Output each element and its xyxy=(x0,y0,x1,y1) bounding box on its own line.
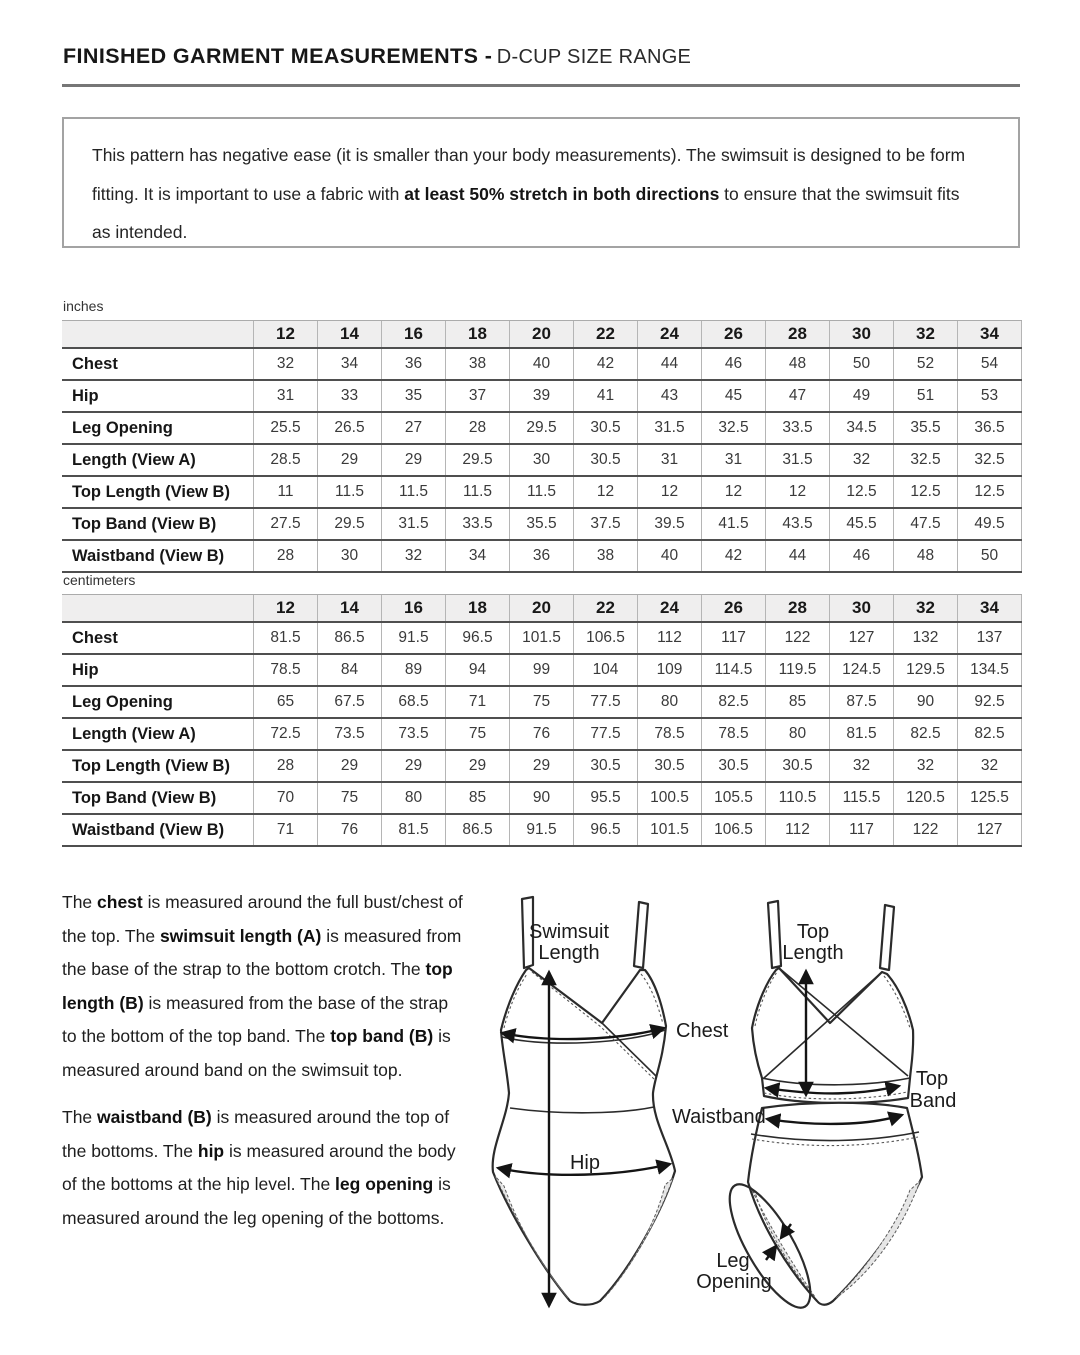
view-b-top-body xyxy=(752,968,913,1103)
page-title xyxy=(63,44,691,69)
measurement-value: 78.5 xyxy=(254,654,318,686)
measurement-value: 12 xyxy=(638,476,702,508)
measurement-value: 32 xyxy=(894,750,958,782)
measurement-value: 122 xyxy=(894,814,958,846)
measurement-value: 31 xyxy=(254,380,318,412)
measurement-value: 77.5 xyxy=(574,718,638,750)
measurement-value: 82.5 xyxy=(894,718,958,750)
measurement-value: 12 xyxy=(766,476,830,508)
measurement-value: 12.5 xyxy=(894,476,958,508)
stretch-note-box xyxy=(62,117,1020,248)
measurement-value: 49 xyxy=(830,380,894,412)
measurement-value: 42 xyxy=(702,540,766,572)
measurement-value: 35 xyxy=(382,380,446,412)
measurement-value: 124.5 xyxy=(830,654,894,686)
size-column-header: 20 xyxy=(510,321,574,349)
measurement-value: 28 xyxy=(446,412,510,444)
size-column-header: 20 xyxy=(510,595,574,623)
size-column-header: 30 xyxy=(830,595,894,623)
text-run: The xyxy=(62,892,98,912)
measurement-value: 109 xyxy=(638,654,702,686)
measurement-value: 26.5 xyxy=(318,412,382,444)
measurement-row-hip xyxy=(62,380,1022,412)
measurement-value: 48 xyxy=(766,348,830,380)
measurement-value: 106.5 xyxy=(574,622,638,654)
measurement-value: 71 xyxy=(446,686,510,718)
measurement-value: 45 xyxy=(702,380,766,412)
measurement-value: 65 xyxy=(254,686,318,718)
measurement-value: 101.5 xyxy=(510,622,574,654)
measurement-value: 100.5 xyxy=(638,782,702,814)
measurement-value: 30.5 xyxy=(574,412,638,444)
top-band-label: Top xyxy=(915,1068,949,1090)
measurement-value: 40 xyxy=(638,540,702,572)
measurement-value: 39 xyxy=(510,380,574,412)
corner-cell xyxy=(62,595,254,623)
description-paragraph-2 xyxy=(62,1101,464,1235)
measurement-value: 29 xyxy=(382,444,446,476)
size-column-header: 30 xyxy=(830,321,894,349)
view-a-right-strap xyxy=(634,902,648,968)
measurement-value: 91.5 xyxy=(382,622,446,654)
measurement-value: 115.5 xyxy=(830,782,894,814)
measurement-value: 99 xyxy=(510,654,574,686)
bold-text-run: hip xyxy=(197,1140,225,1161)
measurement-value: 104 xyxy=(574,654,638,686)
measurement-value: 32 xyxy=(830,750,894,782)
measurement-value: 32 xyxy=(830,444,894,476)
measurement-row-top-band-view-b xyxy=(62,782,1022,814)
size-column-header: 16 xyxy=(382,595,446,623)
measurement-value: 12 xyxy=(702,476,766,508)
row-label: Chest xyxy=(62,622,254,654)
measurement-value: 73.5 xyxy=(382,718,446,750)
measurement-value: 34.5 xyxy=(830,412,894,444)
bold-text-run: top length (B) xyxy=(62,959,453,1013)
measurement-value: 11.5 xyxy=(510,476,574,508)
text-run: is measured around the full bust/​chest of the top. The xyxy=(62,892,463,946)
measurement-value: 33.5 xyxy=(446,508,510,540)
measurement-value: 29 xyxy=(510,750,574,782)
measurement-value: 117 xyxy=(702,622,766,654)
measurement-value: 134.5 xyxy=(958,654,1022,686)
unit-label-inches: inches xyxy=(63,298,104,314)
row-label: Leg Opening xyxy=(62,412,254,444)
measurement-value: 27 xyxy=(382,412,446,444)
leg-opening-label: Leg xyxy=(716,1250,750,1272)
measurement-value: 31.5 xyxy=(766,444,830,476)
measurement-value: 78.5 xyxy=(638,718,702,750)
measurement-value: 68.5 xyxy=(382,686,446,718)
measurement-value: 82.5 xyxy=(702,686,766,718)
measurement-value: 35.5 xyxy=(894,412,958,444)
measurement-value: 31.5 xyxy=(382,508,446,540)
stretch-note-text xyxy=(92,145,965,242)
measurement-value: 40 xyxy=(510,348,574,380)
measurement-value: 81.5 xyxy=(830,718,894,750)
size-column-header: 22 xyxy=(574,595,638,623)
measurement-value: 33.5 xyxy=(766,412,830,444)
size-column-header: 18 xyxy=(446,595,510,623)
swimsuit-diagrams xyxy=(480,880,1080,1350)
bold-text-run: swimsuit length (A) xyxy=(159,925,322,946)
measurement-value: 96.5 xyxy=(574,814,638,846)
size-column-header: 14 xyxy=(318,321,382,349)
measurement-row-hip xyxy=(62,654,1022,686)
measurement-value: 36 xyxy=(382,348,446,380)
measurement-value: 31 xyxy=(702,444,766,476)
top-length-label: Top xyxy=(796,921,830,943)
measurement-value: 92.5 xyxy=(958,686,1022,718)
page-title-main: FINISHED GARMENT MEASUREMENTS - xyxy=(63,44,493,68)
top-band-label-line2: Band xyxy=(909,1090,957,1112)
measurement-row-chest xyxy=(62,622,1022,654)
row-label: Top Band (View B) xyxy=(62,508,254,540)
chest-label: Chest xyxy=(676,1020,729,1042)
row-label: Waistband (View B) xyxy=(62,540,254,572)
view-a-illustration xyxy=(493,897,729,1306)
measurement-value: 106.5 xyxy=(702,814,766,846)
size-column-header: 24 xyxy=(638,595,702,623)
text-run: to ensure that the swimsuit fits as intended. xyxy=(92,183,960,242)
measurement-value: 32 xyxy=(254,348,318,380)
measurement-value: 114.5 xyxy=(702,654,766,686)
measurement-value: 46 xyxy=(702,348,766,380)
text-run: The xyxy=(62,1107,98,1127)
size-column-header: 26 xyxy=(702,595,766,623)
row-label: Top Length (View B) xyxy=(62,750,254,782)
measurement-value: 25.5 xyxy=(254,412,318,444)
measurement-value: 49.5 xyxy=(958,508,1022,540)
measurement-value: 43.5 xyxy=(766,508,830,540)
measurement-value: 117 xyxy=(830,814,894,846)
measurement-value: 32 xyxy=(958,750,1022,782)
measurement-value: 31 xyxy=(638,444,702,476)
measurement-value: 29.5 xyxy=(318,508,382,540)
measurement-value: 12.5 xyxy=(830,476,894,508)
measurement-value: 44 xyxy=(766,540,830,572)
measurement-value: 127 xyxy=(958,814,1022,846)
measurement-value: 127 xyxy=(830,622,894,654)
swimsuit-diagram-svg xyxy=(480,880,1080,1350)
row-label: Length (View A) xyxy=(62,718,254,750)
bold-text-run: chest xyxy=(97,892,143,912)
measurement-value: 11 xyxy=(254,476,318,508)
row-label: Waistband (View B) xyxy=(62,814,254,846)
measurement-value: 82.5 xyxy=(958,718,1022,750)
size-column-header: 26 xyxy=(702,321,766,349)
leg-opening-label-line2: Opening xyxy=(696,1271,772,1293)
measurement-value: 12.5 xyxy=(958,476,1022,508)
measurement-value: 30.5 xyxy=(574,444,638,476)
measurement-value: 112 xyxy=(766,814,830,846)
measurement-row-top-length-view-b xyxy=(62,476,1022,508)
measurement-value: 120.5 xyxy=(894,782,958,814)
measurement-row-waistband-view-b xyxy=(62,540,1022,572)
measurement-value: 94 xyxy=(446,654,510,686)
bold-text-run: top band (B) xyxy=(330,1026,434,1046)
measurement-value: 34 xyxy=(446,540,510,572)
measurement-value: 72.5 xyxy=(254,718,318,750)
hip-label: Hip xyxy=(569,1152,601,1174)
measurement-value: 29 xyxy=(318,750,382,782)
row-label: Chest xyxy=(62,348,254,380)
measurement-value: 80 xyxy=(766,718,830,750)
measurement-value: 41.5 xyxy=(702,508,766,540)
measurement-row-leg-opening xyxy=(62,686,1022,718)
measurement-value: 35.5 xyxy=(510,508,574,540)
text-run: is measured around the leg opening of the bottoms. xyxy=(62,1174,451,1228)
text-run: This pattern has negative ease (it is smaller than your body measurements). The swimsuit is designed to be form fitting. It is important to use a fabric with xyxy=(92,145,966,204)
measurements-table-inches xyxy=(62,320,1022,573)
measurement-row-chest xyxy=(62,348,1022,380)
row-label: Hip xyxy=(62,380,254,412)
measurement-row-length-view-a xyxy=(62,444,1022,476)
text-run: is measured from the base of the strap to the bottom of the top band. The xyxy=(62,992,449,1046)
measurement-value: 89 xyxy=(382,654,446,686)
unit-label-centimeters: centimeters xyxy=(63,572,136,588)
measurement-value: 12 xyxy=(574,476,638,508)
measurement-value: 33 xyxy=(318,380,382,412)
measurement-value: 37 xyxy=(446,380,510,412)
measurement-value: 37.5 xyxy=(574,508,638,540)
top-length-label-line2: Length xyxy=(782,942,844,964)
view-b-right-strap xyxy=(880,905,894,970)
measurement-value: 38 xyxy=(446,348,510,380)
measurement-value: 76 xyxy=(318,814,382,846)
measurement-value: 125.5 xyxy=(958,782,1022,814)
swimsuit-length-label-line2: Length xyxy=(538,942,600,964)
measurement-value: 90 xyxy=(894,686,958,718)
description-paragraph-1 xyxy=(62,886,464,1087)
measurement-value: 46 xyxy=(830,540,894,572)
size-column-header: 18 xyxy=(446,321,510,349)
measurement-value: 30.5 xyxy=(574,750,638,782)
measurement-row-top-band-view-b xyxy=(62,508,1022,540)
measurement-value: 85 xyxy=(766,686,830,718)
size-column-header: 34 xyxy=(958,595,1022,623)
measurement-value: 28 xyxy=(254,540,318,572)
row-label: Leg Opening xyxy=(62,686,254,718)
measurement-value: 30.5 xyxy=(638,750,702,782)
row-label: Length (View A) xyxy=(62,444,254,476)
measurement-value: 101.5 xyxy=(638,814,702,846)
measurement-value: 11.5 xyxy=(382,476,446,508)
measurement-value: 75 xyxy=(318,782,382,814)
measurement-value: 11.5 xyxy=(446,476,510,508)
measurement-value: 30.5 xyxy=(766,750,830,782)
text-run: is measured around the body of the bottoms at the hip level. The xyxy=(62,1140,456,1194)
measurement-value: 96.5 xyxy=(446,622,510,654)
measurement-value: 36 xyxy=(510,540,574,572)
bold-text-run: at least 50% stretch in both directions xyxy=(404,183,720,204)
measurement-value: 32.5 xyxy=(894,444,958,476)
measurement-value: 81.5 xyxy=(382,814,446,846)
measurement-value: 32 xyxy=(382,540,446,572)
measurement-value: 112 xyxy=(638,622,702,654)
measurement-row-top-length-view-b xyxy=(62,750,1022,782)
row-label: Hip xyxy=(62,654,254,686)
measurement-value: 77.5 xyxy=(574,686,638,718)
view-b-illustration xyxy=(672,901,956,1318)
measurement-value: 80 xyxy=(638,686,702,718)
measurement-value: 137 xyxy=(958,622,1022,654)
view-b-bottoms-body xyxy=(748,1103,922,1305)
size-column-header: 28 xyxy=(766,595,830,623)
measurement-value: 28 xyxy=(254,750,318,782)
leg-opening-arrow-1 xyxy=(766,1246,776,1260)
measurement-value: 84 xyxy=(318,654,382,686)
measurement-value: 86.5 xyxy=(446,814,510,846)
measurement-value: 42 xyxy=(574,348,638,380)
measurement-value: 29.5 xyxy=(510,412,574,444)
size-column-header: 24 xyxy=(638,321,702,349)
size-column-header: 32 xyxy=(894,595,958,623)
measurement-value: 122 xyxy=(766,622,830,654)
measurement-value: 95.5 xyxy=(574,782,638,814)
measurement-value: 34 xyxy=(318,348,382,380)
measurement-value: 70 xyxy=(254,782,318,814)
page-title-subtitle: D-CUP SIZE RANGE xyxy=(496,46,692,68)
size-header-row xyxy=(62,321,1022,349)
measurement-value: 47 xyxy=(766,380,830,412)
measurement-value: 75 xyxy=(510,686,574,718)
measurement-value: 47.5 xyxy=(894,508,958,540)
measurement-value: 80 xyxy=(382,782,446,814)
measurement-value: 53 xyxy=(958,380,1022,412)
measurement-value: 90 xyxy=(510,782,574,814)
measurement-value: 31.5 xyxy=(638,412,702,444)
measurement-value: 105.5 xyxy=(702,782,766,814)
measurement-value: 45.5 xyxy=(830,508,894,540)
title-divider-rule xyxy=(62,84,1020,87)
measurement-value: 67.5 xyxy=(318,686,382,718)
measurement-value: 28.5 xyxy=(254,444,318,476)
measurement-value: 29 xyxy=(446,750,510,782)
measurement-description xyxy=(62,886,464,1235)
size-column-header: 32 xyxy=(894,321,958,349)
size-column-header: 14 xyxy=(318,595,382,623)
measurement-value: 75 xyxy=(446,718,510,750)
waistband-label: Waistband xyxy=(672,1106,766,1128)
size-column-header: 16 xyxy=(382,321,446,349)
measurement-value: 71 xyxy=(254,814,318,846)
view-b-left-strap xyxy=(768,901,781,968)
text-run: is measured around the top of the bottoms. The xyxy=(62,1107,450,1161)
row-label: Top Length (View B) xyxy=(62,476,254,508)
size-column-header: 12 xyxy=(254,321,318,349)
measurement-row-length-view-a xyxy=(62,718,1022,750)
size-column-header: 28 xyxy=(766,321,830,349)
measurement-row-waistband-view-b xyxy=(62,814,1022,846)
measurement-value: 50 xyxy=(830,348,894,380)
measurement-value: 39.5 xyxy=(638,508,702,540)
row-label: Top Band (View B) xyxy=(62,782,254,814)
measurement-value: 38 xyxy=(574,540,638,572)
measurement-value: 29.5 xyxy=(446,444,510,476)
size-header-row xyxy=(62,595,1022,623)
size-column-header: 12 xyxy=(254,595,318,623)
text-run: is measured from the base of the strap to the bottom crotch. The xyxy=(62,925,462,979)
measurements-table-centimeters xyxy=(62,594,1022,847)
measurement-value: 110.5 xyxy=(766,782,830,814)
measurement-value: 81.5 xyxy=(254,622,318,654)
measurement-value: 29 xyxy=(318,444,382,476)
measurement-value: 87.5 xyxy=(830,686,894,718)
size-column-header: 34 xyxy=(958,321,1022,349)
view-a-body xyxy=(493,968,675,1305)
measurement-value: 73.5 xyxy=(318,718,382,750)
measurement-value: 30 xyxy=(318,540,382,572)
swimsuit-length-label: Swimsuit xyxy=(528,921,610,943)
measurement-value: 30.5 xyxy=(702,750,766,782)
measurement-row-leg-opening xyxy=(62,412,1022,444)
measurement-value: 91.5 xyxy=(510,814,574,846)
measurement-value: 76 xyxy=(510,718,574,750)
measurement-value: 48 xyxy=(894,540,958,572)
size-column-header: 22 xyxy=(574,321,638,349)
measurement-value: 44 xyxy=(638,348,702,380)
measurement-value: 78.5 xyxy=(702,718,766,750)
measurement-value: 52 xyxy=(894,348,958,380)
bold-text-run: waistband (B) xyxy=(97,1107,212,1127)
corner-cell xyxy=(62,321,254,349)
measurement-value: 119.5 xyxy=(766,654,830,686)
measurement-value: 86.5 xyxy=(318,622,382,654)
measurement-value: 132 xyxy=(894,622,958,654)
measurement-value: 32.5 xyxy=(958,444,1022,476)
measurement-value: 11.5 xyxy=(318,476,382,508)
measurement-value: 27.5 xyxy=(254,508,318,540)
text-run: is measured around band on the swimsuit top. xyxy=(62,1026,451,1080)
measurement-value: 54 xyxy=(958,348,1022,380)
measurement-value: 50 xyxy=(958,540,1022,572)
measurement-value: 32.5 xyxy=(702,412,766,444)
measurement-value: 30 xyxy=(510,444,574,476)
measurement-value: 36.5 xyxy=(958,412,1022,444)
measurement-value: 43 xyxy=(638,380,702,412)
measurement-value: 41 xyxy=(574,380,638,412)
measurement-value: 51 xyxy=(894,380,958,412)
measurement-value: 29 xyxy=(382,750,446,782)
measurement-value: 129.5 xyxy=(894,654,958,686)
measurement-value: 85 xyxy=(446,782,510,814)
bold-text-run: leg opening xyxy=(335,1174,434,1194)
